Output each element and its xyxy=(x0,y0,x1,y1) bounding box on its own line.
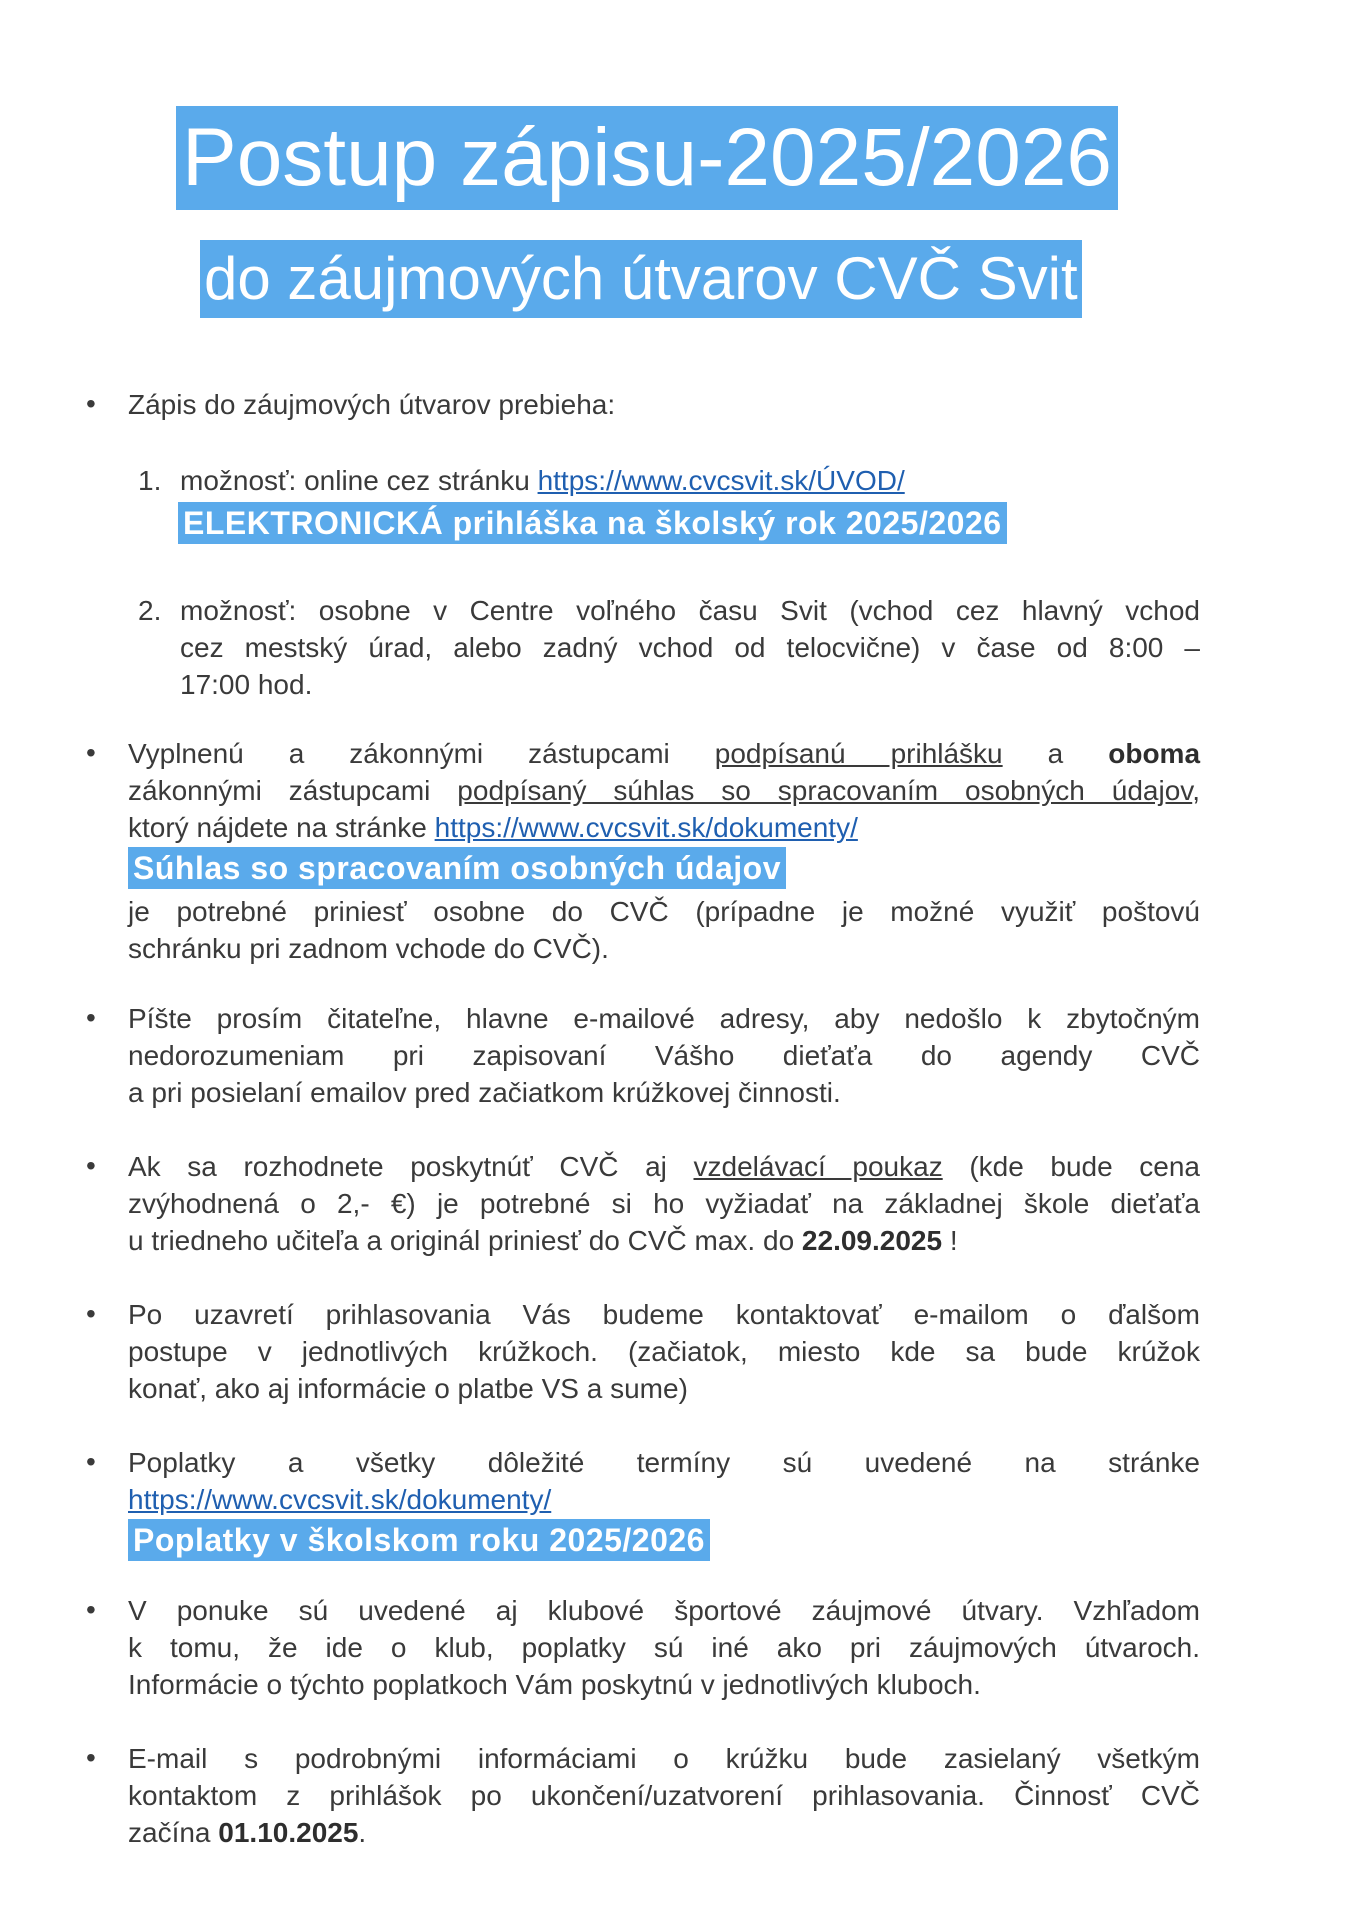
option1-text: možnosť: online cez stránku xyxy=(180,465,538,496)
option1-line xyxy=(180,462,905,499)
bullet-icon: • xyxy=(86,1298,96,1329)
deadline-date: 22.09.2025 xyxy=(801,1225,943,1256)
suhlas-highlight: Súhlas so spracovaním osobných údajov xyxy=(128,847,786,889)
page-title: Postup zápisu-2025/2026 xyxy=(176,106,1118,210)
section3-line2: nedorozumeniam pri zapisovaní Vášho dieťaťa do agendy CVČ xyxy=(128,1040,1200,1071)
section6-line1: Poplatky a všetky dôležité termíny sú uvedené na stránke xyxy=(128,1447,1200,1478)
bullet-icon: • xyxy=(86,1150,96,1181)
section7-line1: V ponuke sú uvedené aj klubové športové záujmové útvary. Vzhľadom xyxy=(128,1595,1200,1626)
option2-line1: možnosť: osobne v Centre voľného času Svit (vchod cez hlavný vchod xyxy=(180,595,1200,626)
section4-line1: Ak sa rozhodnete poskytnúť CVČ aj vzdelávací poukaz (kde bude cena xyxy=(128,1151,1201,1182)
enrollment-intro: Zápis do záujmových útvarov prebieha: xyxy=(128,389,616,420)
elektronicka-prihlaska-highlight: ELEKTRONICKÁ prihláška na školský rok 2025/2026 xyxy=(178,502,1007,544)
bullet-icon: • xyxy=(86,737,96,768)
poplatky-highlight: Poplatky v školskom roku 2025/2026 xyxy=(128,1519,710,1561)
section8-line2: kontaktom z prihlášok po ukončení/uzatvorení prihlasovania. Činnosť CVČ xyxy=(128,1780,1200,1811)
section2-line3: ktorý nájdete na stránke https://www.cvcsvit.sk/dokumenty/ xyxy=(128,812,858,843)
section7-line2: k tomu, že ide o klub, poplatky sú iné ako pri záujmových útvaroch. xyxy=(128,1632,1200,1663)
option2-line3: 17:00 hod. xyxy=(180,669,313,700)
section4-line3: u triedneho učiteľa a originál priniesť do CVČ max. do 22.09.2025 ! xyxy=(128,1225,958,1256)
section2-line4: je potrebné priniesť osobne do CVČ (prípadne je možné využiť poštovú xyxy=(128,896,1200,927)
uvod-link[interactable]: https://www.cvcsvit.sk/ÚVOD/ xyxy=(537,465,905,496)
section6-link-line xyxy=(128,1481,551,1518)
bullet-icon: • xyxy=(86,388,96,419)
bullet-icon: • xyxy=(86,1002,96,1033)
option1-number: 1. xyxy=(138,465,162,496)
section2-line5: schránku pri zadnom vchode do CVČ). xyxy=(128,933,609,964)
option2-number: 2. xyxy=(138,595,162,626)
option2-line2: cez mestský úrad, alebo zadný vchod od telocvične) v čase od 8:00 – xyxy=(180,632,1200,663)
section7-line3: Informácie o týchto poplatkoch Vám poskytnú v jednotlivých kluboch. xyxy=(128,1669,981,1700)
section5-line3: konať, ako aj informácie o platbe VS a sume) xyxy=(128,1373,688,1404)
section5-line1: Po uzavretí prihlasovania Vás budeme kontaktovať e-mailom o ďalšom xyxy=(128,1299,1200,1330)
page-subtitle: do záujmových útvarov CVČ Svit xyxy=(200,240,1082,318)
start-date: 01.10.2025 xyxy=(218,1817,359,1848)
bullet-icon: • xyxy=(86,1742,96,1773)
dokumenty-link[interactable]: https://www.cvcsvit.sk/dokumenty/ xyxy=(434,812,858,843)
bullet-icon: • xyxy=(86,1446,96,1477)
section8-line1: E-mail s podrobnými informáciami o krúžku bude zasielaný všetkým xyxy=(128,1743,1200,1774)
section3-line1: Píšte prosím čitateľne, hlavne e-mailové adresy, aby nedošlo k zbytočným xyxy=(128,1003,1200,1034)
section3-line3: a pri posielaní emailov pred začiatkom krúžkovej činnosti. xyxy=(128,1077,841,1108)
section2-line1: Vyplnenú a zákonnými zástupcami podpísanú prihlášku a oboma xyxy=(128,738,1201,769)
section4-line2: zvýhodnená o 2,- €) je potrebné si ho vyžiadať na základnej škole dieťaťa xyxy=(128,1188,1200,1219)
section2-line2: zákonnými zástupcami podpísaný súhlas so spracovaním osobných údajov, xyxy=(128,775,1200,806)
section5-line2: postupe v jednotlivých krúžkoch. (začiatok, miesto kde sa bude krúžok xyxy=(128,1336,1200,1367)
bullet-icon: • xyxy=(86,1594,96,1625)
dokumenty-link-2[interactable]: https://www.cvcsvit.sk/dokumenty/ xyxy=(128,1484,552,1515)
section8-line3: začína 01.10.2025. xyxy=(128,1817,367,1848)
